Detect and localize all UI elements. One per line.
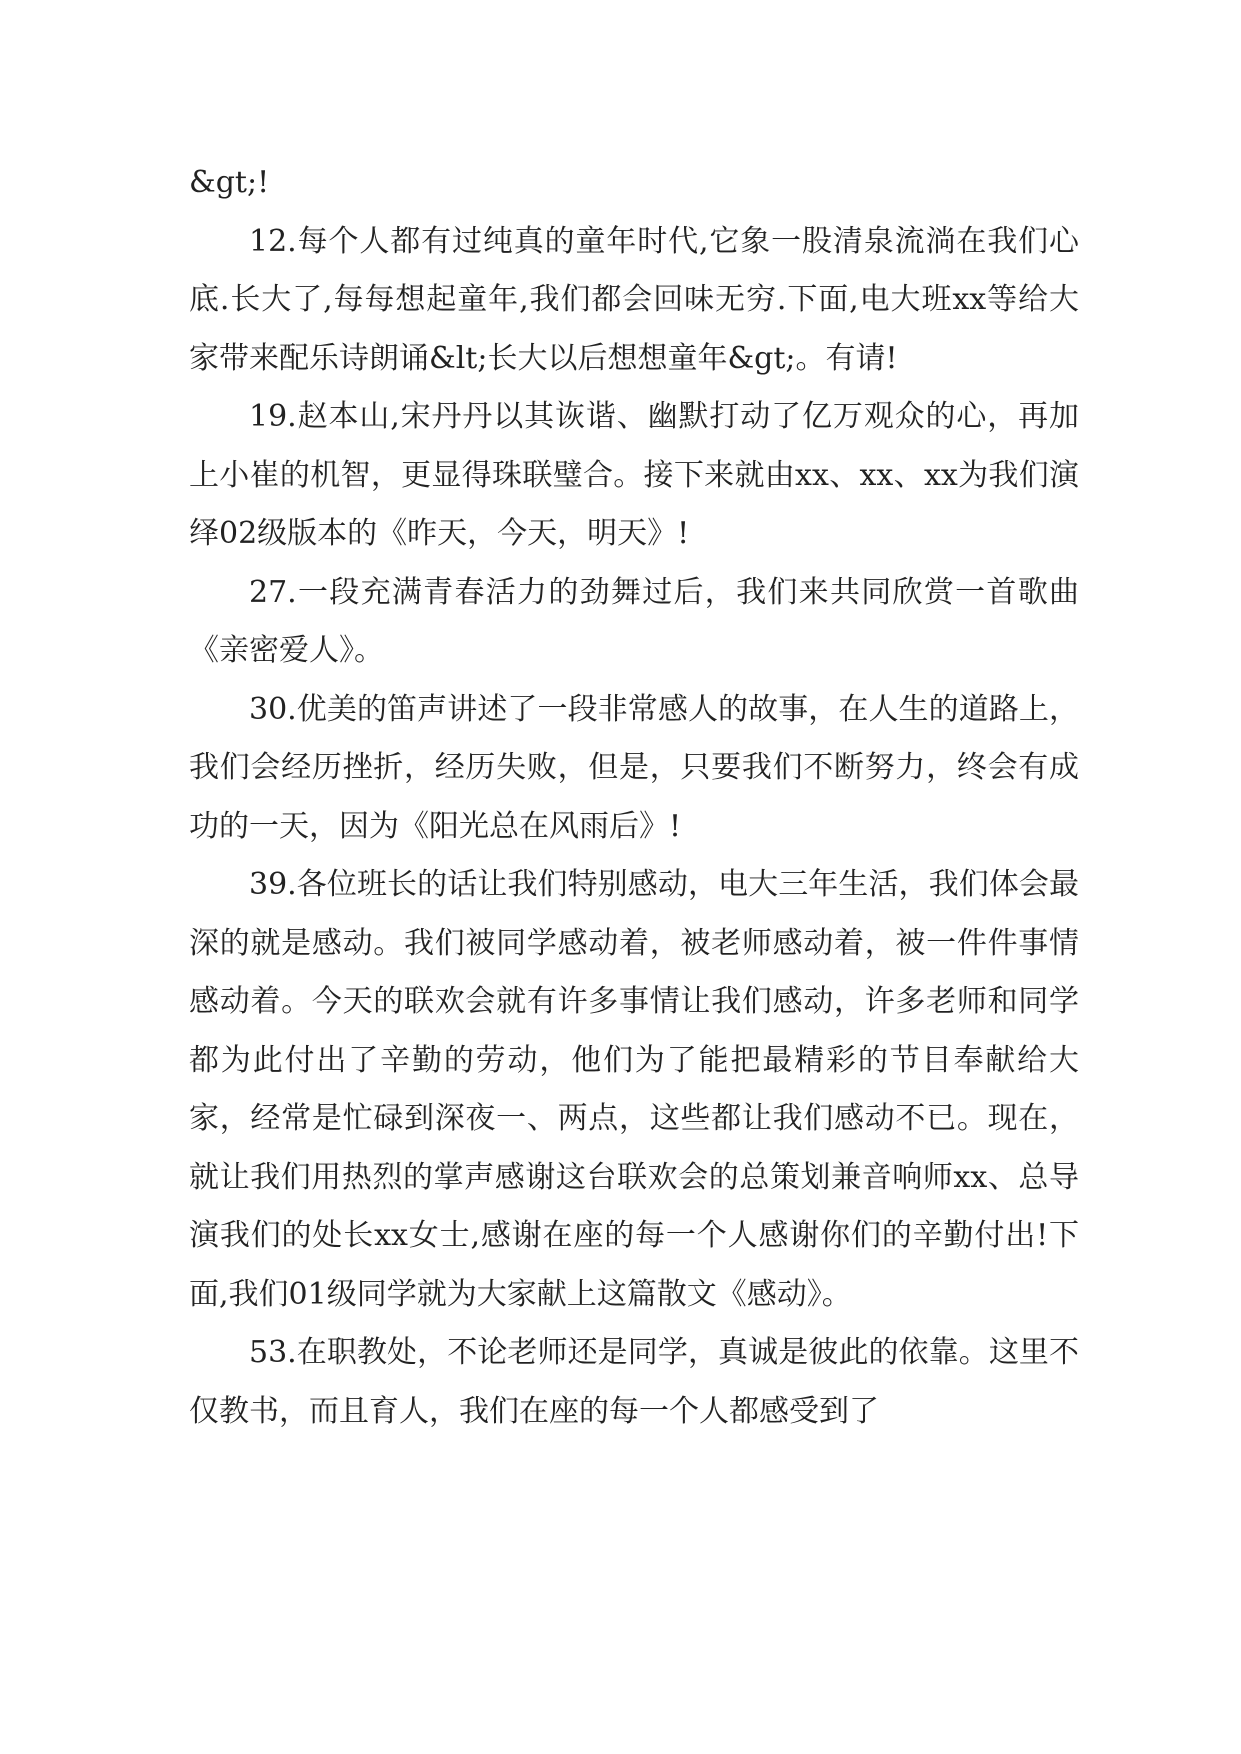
paragraph-19: 19.赵本山,宋丹丹以其诙谐、幽默打动了亿万观众的心，再加上小崔的机智，更显得珠联璧合。接下来就由xx、xx、xx为我们演绎02级版本的《昨天，今天，明天》!	[189, 399, 1079, 551]
paragraph-30: 30.优美的笛声讲述了一段非常感人的故事，在人生的道路上，我们会经历挫折，经历失败，但是，只要我们不断努力，终会有成功的一天，因为《阳光总在风雨后》!	[189, 691, 1079, 844]
document-body	[189, 154, 1079, 1441]
paragraph-27: 27.一段充满青春活力的劲舞过后，我们来共同欣赏一首歌曲《亲密爱人》。	[189, 574, 1079, 668]
paragraph-53: 53.在职教处，不论老师还是同学，真诚是彼此的依靠。这里不仅教书，而且育人，我们在座的每一个人都感受到了	[189, 1335, 1079, 1429]
paragraph-12: 12.每个人都有过纯真的童年时代,它象一股清泉流淌在我们心底.长大了,每每想起童年,我们都会回味无穷.下面,电大班xx等给大家带来配乐诗朗诵&lt;长大以后想想童年&gt;。有请!	[189, 223, 1079, 376]
paragraph-fragment: &gt;!	[189, 165, 270, 200]
paragraph-39: 39.各位班长的话让我们特别感动，电大三年生活，我们体会最深的就是感动。我们被同学感动着，被老师感动着，被一件件事情感动着。今天的联欢会就有许多事情让我们感动，许多老师和同学都为此付出了辛勤的劳动，他们为了能把最精彩的节目奉献给大家，经常是忙碌到深夜一、两点，这些都让我们感动不已。现在，就让我们用热烈的掌声感谢这台联欢会的总策划兼音响师xx、总导演我们的处长xx女士,感谢在座的每一个人感谢你们的辛勤付出!下面,我们01级同学就为大家献上这篇散文《感动》。	[189, 867, 1079, 1312]
